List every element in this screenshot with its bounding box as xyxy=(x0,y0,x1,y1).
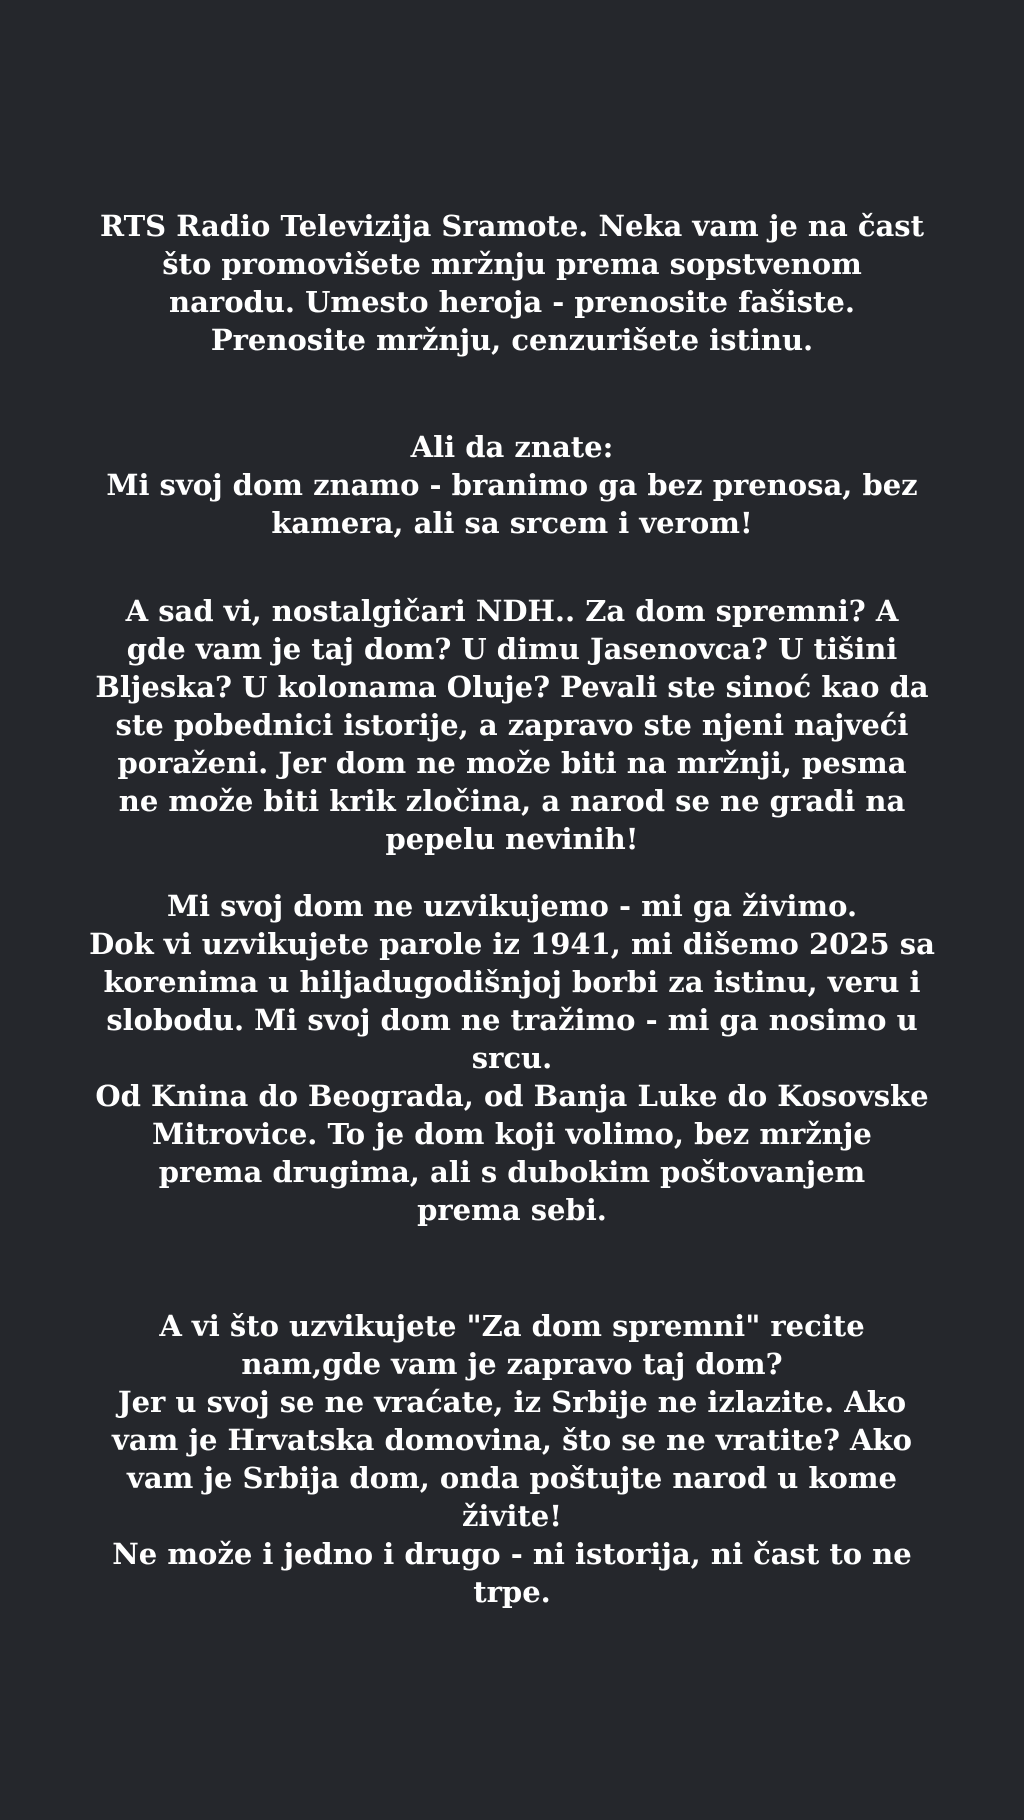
text-line: prema drugima, ali s dubokim poštovanjem xyxy=(158,1155,866,1189)
text-line: gde vam je taj dom? U dimu Jasenovca? U tišini xyxy=(126,632,898,666)
text-line: srcu. xyxy=(471,1041,553,1075)
text-line: narodu. Umesto heroja - prenosite fašiste. xyxy=(169,285,855,319)
text-line: Dok vi uzvikujete parole iz 1941, mi dišemo 2025 sa xyxy=(89,927,935,961)
text-line: živite! xyxy=(462,1499,562,1533)
text-line: što promovišete mržnju prema sopstvenom xyxy=(162,247,862,281)
text-line: Bljeska? U kolonama Oluje? Pevali ste sinoć kao da xyxy=(95,670,929,704)
story-paragraph-5 xyxy=(70,1307,954,1611)
text-line: prema sebi. xyxy=(417,1193,607,1227)
text-line: vam je Srbija dom, onda poštujte narod u kome xyxy=(127,1461,897,1495)
text-line: A sad vi, nostalgičari NDH.. Za dom spremni? A xyxy=(125,594,899,628)
story-paragraph-1 xyxy=(70,207,954,359)
text-line: Mitrovice. To je dom koji volimo, bez mržnje xyxy=(152,1117,872,1151)
text-line: A vi što uzvikujete "Za dom spremni" recite xyxy=(159,1309,865,1343)
text-line: nam,gde vam je zapravo taj dom? xyxy=(241,1347,783,1381)
text-line: RTS Radio Televizija Sramote. Neka vam je na čast xyxy=(99,209,925,243)
text-line: Jer u svoj se ne vraćate, iz Srbije ne izlazite. Ako xyxy=(117,1385,907,1419)
text-line: ne može biti krik zločina, a narod se ne gradi na xyxy=(118,784,906,818)
text-line: Prenosite mržnju, cenzurišete istinu. xyxy=(210,323,814,357)
text-line: Mi svoj dom ne uzvikujemo - mi ga živimo. xyxy=(166,889,858,923)
story-paragraph-2 xyxy=(70,428,954,542)
text-line: pepelu nevinih! xyxy=(385,822,639,856)
text-line: poraženi. Jer dom ne može biti na mržnji, pesma xyxy=(117,746,907,780)
text-line: Ali da znate: xyxy=(410,430,614,464)
text-line: ste pobednici istorije, a zapravo ste njeni najveći xyxy=(115,708,909,742)
text-line: slobodu. Mi svoj dom ne tražimo - mi ga nosimo u xyxy=(106,1003,918,1037)
text-line: Ne može i jedno i drugo - ni istorija, ni čast to ne xyxy=(112,1537,912,1571)
text-line: korenima u hiljadugodišnjoj borbi za istinu, veru i xyxy=(103,965,921,999)
text-line: trpe. xyxy=(473,1575,551,1609)
text-line: Od Knina do Beograda, od Banja Luke do Kosovske xyxy=(95,1079,929,1113)
text-line: Mi svoj dom znamo - branimo ga bez prenosa, bez xyxy=(106,468,918,502)
text-line: kamera, ali sa srcem i verom! xyxy=(271,506,753,540)
text-line: vam je Hrvatska domovina, što se ne vratite? Ako xyxy=(112,1423,912,1457)
story-paragraph-3 xyxy=(70,592,954,858)
story-paragraph-4 xyxy=(70,887,954,1229)
